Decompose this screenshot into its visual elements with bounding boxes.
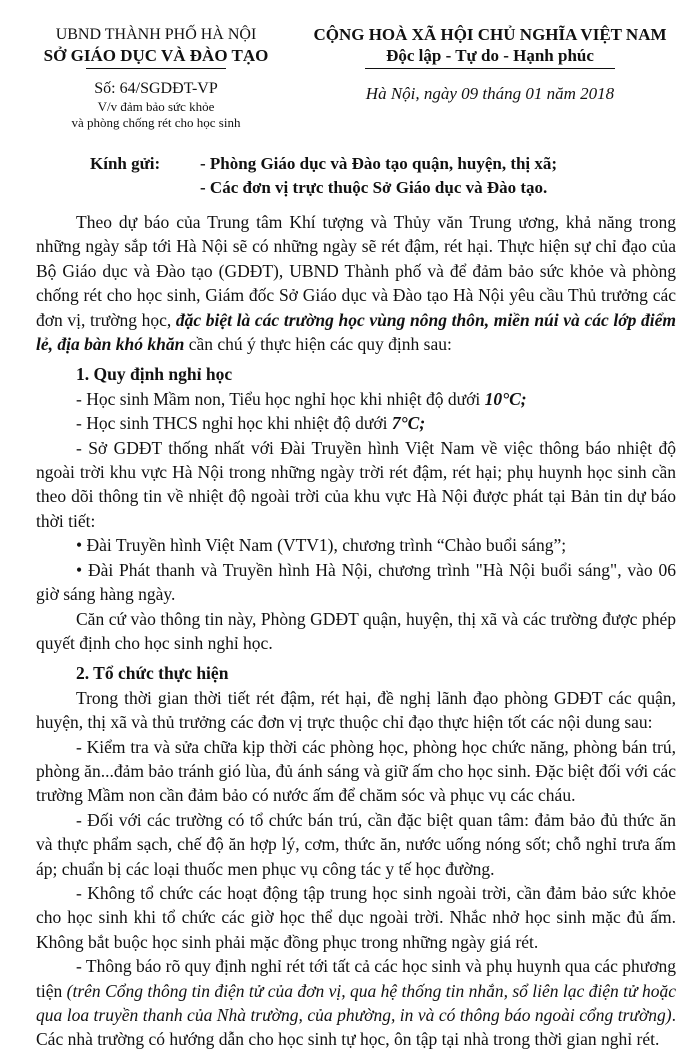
dateline: Hà Nội, ngày 09 tháng 01 năm 2018 — [365, 84, 615, 103]
motto-divider — [365, 68, 615, 69]
rule-preschool-temp: 10°C; — [484, 388, 527, 409]
rule-secondary-text: - Học sinh THCS nghỉ học khi nhiệt độ dưới — [76, 413, 392, 434]
section-2-intro: Trong thời gian thời tiết rét đậm, rét hại, đề nghị lãnh đạo phòng GDĐT các quận, huyện, thị xã và thủ trưởng các đơn vị trực thuộc chỉ đạo thực hiện tốt các nội dung sau: — [36, 687, 676, 733]
task-item-4-italic: (trên Cổng thông tin điện tử của đơn vị, qua hệ thống tin nhắn, sổ liên lạc điện tử hoặc qua loa truyền thanh của Nhà trường, của phường, in và có thông báo ngoài cổng trường) — [36, 980, 676, 1025]
document-number: Số: 64/SGDĐT-VP — [94, 80, 218, 97]
task-item-4-tail: . Các nhà trường có hướng dẫn cho học sinh tự học, ôn tập tại nhà trong thời gian nghỉ rét. — [36, 1005, 676, 1050]
intro-tail: cần chú ý thực hiện các quy định sau: — [184, 334, 452, 355]
rule-secondary — [36, 411, 676, 435]
section-1-closing: Căn cứ vào thông tin này, Phòng GDĐT quận, huyện, thị xã và các trường được phép quyết định cho học sinh nghỉ học. — [36, 608, 676, 653]
recipient-2: - Các đơn vị trực thuộc Sở Giáo dục và Đào tạo. — [200, 178, 548, 197]
issuing-agency: UBND THÀNH PHỐ HÀ NỘI — [55, 26, 257, 43]
issuer-block — [22, 24, 290, 131]
section-2-heading: 2. Tổ chức thực hiện — [76, 663, 229, 684]
intro-emphasis: đặc biệt là các trường học vùng nông thôn, miền núi và các lớp điểm lẻ, địa bàn khó khăn — [36, 309, 677, 355]
document-body — [36, 210, 676, 1052]
recipient-1: - Phòng Giáo dục và Đào tạo quận, huyện, thị xã; — [200, 154, 558, 173]
subject-line-2: và phòng chống rét cho học sinh — [71, 115, 241, 130]
subject-line-1: V/v đảm bảo sức khỏe — [97, 99, 215, 114]
task-item-3: - Không tổ chức các hoạt động tập trung học sinh ngoài trời, cần đảm bảo sức khỏe cho học sinh khi tổ chức các giờ học thể dục ngoài trời. Nhắc nhở học sinh mặc đủ ấm. Không bắt buộc học sinh phải mặc đồng phục trong những ngày giá rét. — [36, 882, 676, 952]
national-motto: Độc lập - Tự do - Hạnh phúc — [386, 46, 594, 65]
national-title: CỘNG HOÀ XÃ HỘI CHỦ NGHĨA VIỆT NAM — [313, 25, 667, 44]
broadcast-bullet-2: • Đài Phát thanh và Truyền hình Hà Nội, chương trình "Hà Nội buổi sáng", vào 06 giờ sáng hàng ngày. — [36, 559, 676, 605]
task-item-1: - Kiểm tra và sửa chữa kịp thời các phòng học, phòng học chức năng, phòng bán trú, phòng ăn...đảm bảo tránh gió lùa, đủ ánh sáng và giữ ấm cho học sinh. Đặc biệt đối với các trường Mầm non cần đảm bảo có nước ấm để chăm sóc và phục vụ các cháu. — [36, 736, 676, 806]
intro-paragraph — [36, 210, 676, 356]
rule-preschool — [36, 387, 676, 411]
section-1-heading: 1. Quy định nghỉ học — [76, 364, 233, 385]
broadcast-paragraph: - Sở GDĐT thống nhất với Đài Truyền hình Việt Nam về việc thông báo nhiệt độ ngoài trời khu vực Hà Nội trong những ngày trời rét đậm, rét hại; phụ huynh học sinh cần theo dõi thông tin về nhiệt độ ngoài trời của khu vực Hà Nội được phát tại Bản tin dự báo thời tiết: — [36, 437, 676, 531]
broadcast-bullet-1: • Đài Truyền hình Việt Nam (VTV1), chương trình “Chào buổi sáng”; — [76, 535, 567, 556]
issuing-department: SỞ GIÁO DỤC VÀ ĐÀO TẠO — [43, 46, 269, 65]
issuer-divider — [86, 68, 226, 69]
task-item-4-text: - Thông báo rõ quy định nghỉ rét tới tất cả các học sinh và phụ huynh qua các phương tiện — [36, 956, 676, 1001]
rule-secondary-temp: 7°C; — [391, 413, 426, 434]
task-item-2: - Đối với các trường có tổ chức bán trú, cần đặc biệt quan tâm: đảm bảo đủ thức ăn và thực phẩm sạch, chế độ ăn hợp lý, cơm, thức ăn, nước uống nóng sốt; chỗ nghỉ trưa ấm áp; chuẩn bị các loại thuốc men phục vụ công tác y tế học đường. — [36, 809, 676, 879]
salutation-label: Kính gửi: — [90, 154, 161, 173]
rule-preschool-text: - Học sinh Mầm non, Tiểu học nghỉ học khi nhiệt độ dưới — [76, 388, 485, 409]
task-item-4 — [36, 954, 676, 1052]
intro-text: Theo dự báo của Trung tâm Khí tượng và Thủy văn Trung ương, khả năng trong những ngày sắp tới Hà Nội sẽ có những ngày sẽ rét đậm, rét hại. Thực hiện sự chỉ đạo của Bộ Giáo dục và Đào tạo (GDĐT), UBND Thành phố và để đảm bảo sức khỏe và phòng chống rét cho học sinh, Giám đốc Sở Giáo dục và Đào tạo Hà Nội yêu cầu Thủ trưởng các đơn vị, trường học, — [36, 212, 676, 330]
national-header-block — [300, 24, 680, 104]
